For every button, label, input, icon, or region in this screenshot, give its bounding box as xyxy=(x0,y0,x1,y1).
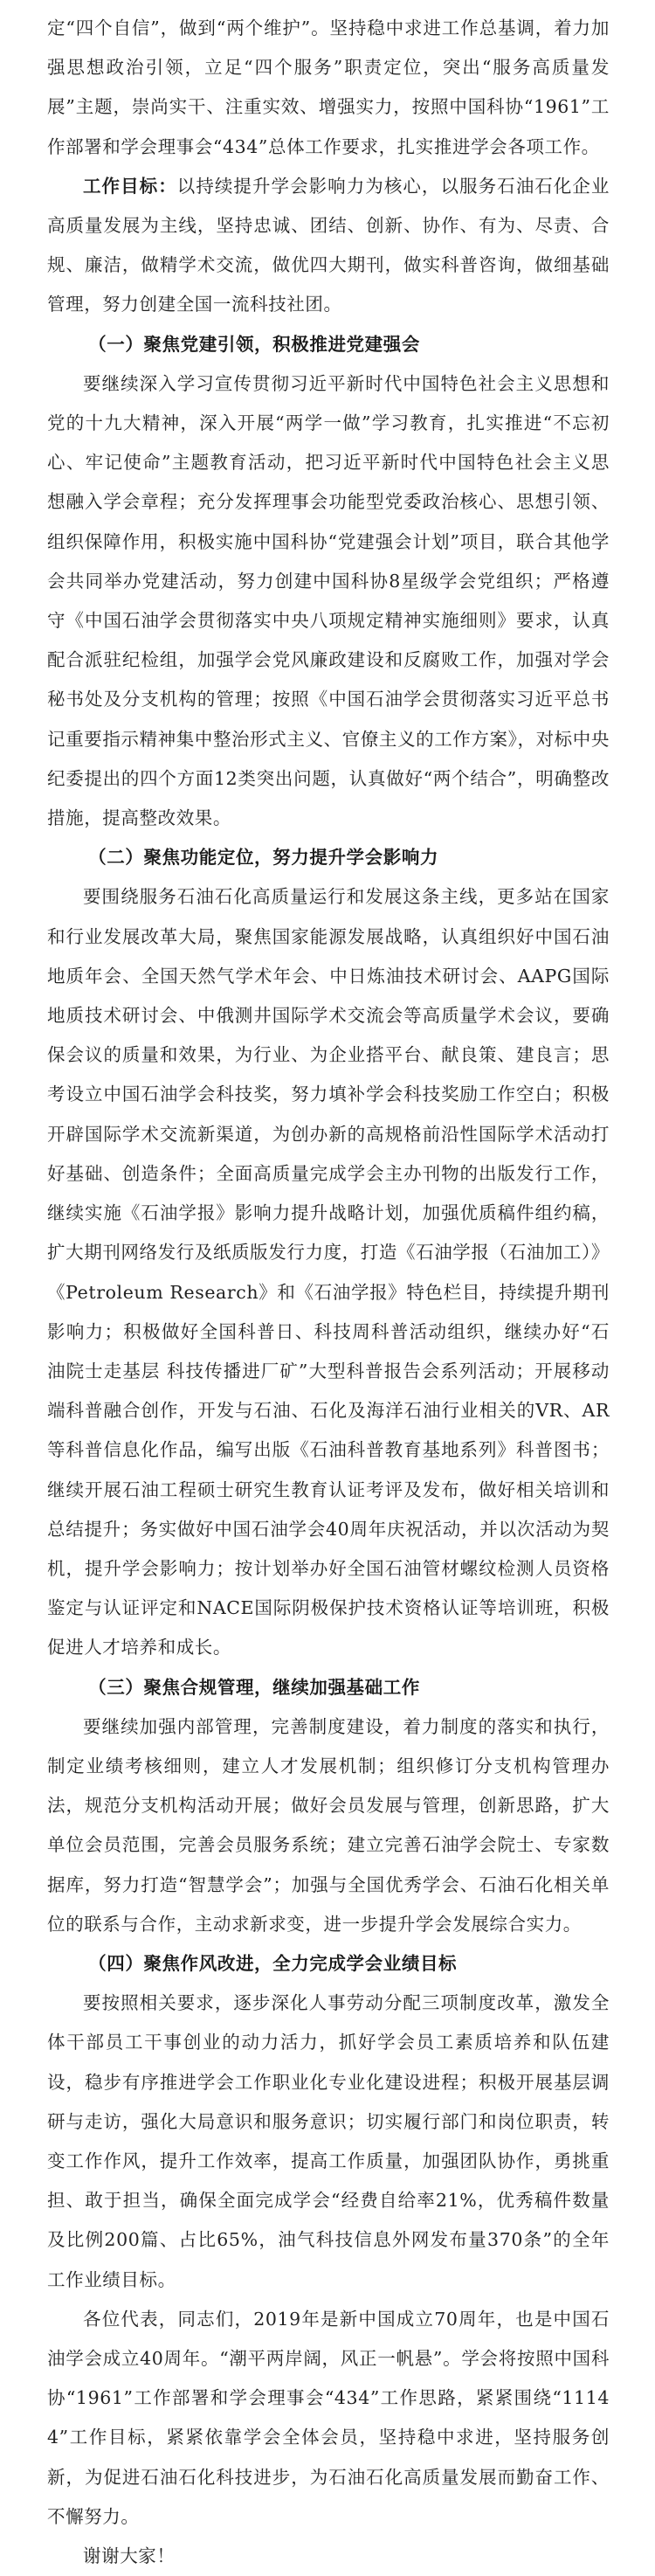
section-1-paragraph: 要继续深入学习宣传贯彻习近平新时代中国特色社会主义思想和党的十九大精神，深入开展“两学一做”学习教育，扎实推进“不忘初心、牢记使命”主题教育活动，把习近平新时代中国特色社会主义思想融入学会章程；充分发挥理事会功能型党委政治核心、思想引领、组织保障作用，积极实施中国科协“党建强会计划”项目，联合其他学会共同举办党建活动，努力创建中国科协8星级学会党组织；严格遵守《中国石油学会贯彻落实中央八项规定精神实施细则》要求，认真配合派驻纪检组，加强学会党风廉政建设和反腐败工作，加强对学会秘书处及分支机构的管理；按照《中国石油学会贯彻落实习近平总书记重要指示精神集中整治形式主义、官僚主义的工作方案》，对标中央纪委提出的四个方面12类突出问题，认真做好“两个结合”，明确整改措施，提高整改效果。 xyxy=(47,372,610,829)
section-4-paragraph: 要按照相关要求，逐步深化人事劳动分配三项制度改革，激发全体干部员工干事创业的动力活力，抓好学会员工素质培养和队伍建设，稳步有序推进学会工作职业化专业化建设进程；积极开展基层调研与走访，强化大局意识和服务意识；切实履行部门和岗位职责，转变工作作风，提升工作效率，提高工作质量，加强团队协作，勇挑重担、敢于担当，确保全面完成学会“经费自给率21%，优秀稿件数量及比例200篇、占比65%，油气科技信息外网发布量370条”的全年工作业绩目标。 xyxy=(47,1992,610,2290)
intro-paragraph: 定“四个自信”，做到“两个维护”。坚持稳中求进工作总基调，着力加强思想政治引领，立足“四个服务”职责定位，突出“服务高质量发展”主题，崇尚实干、注重实效、增强实力，按照中国科协“1961”工作部署和学会理事会“434”总体工作要求，扎实推进学会各项工作。 xyxy=(47,17,610,157)
section-heading-1: （一）聚焦党建引领，积极推进党建强会 xyxy=(88,333,420,355)
section-heading-3: （三）聚焦合规管理，继续加强基础工作 xyxy=(88,1676,420,1698)
thanks-line: 谢谢大家！ xyxy=(83,2545,176,2566)
section-3-paragraph: 要继续加强内部管理，完善制度建设，着力制度的落实和执行，制定业绩考核细则，建立人才发展机制；组织修订分支机构管理办法，规范分支机构活动开展；做好会员发展与管理，创新思路，扩大单位会员范围，完善会员服务系统；建立完善石油学会院士、专家数据库，努力打造“智慧学会”；加强与全国优秀学会、石油石化相关单位的联系与合作，主动求新求变，进一步提升学会发展综合实力。 xyxy=(47,1715,610,1935)
goal-lead: 工作目标： xyxy=(83,175,177,197)
goal-text: 以持续提升学会影响力为核心，以服务石油石化企业高质量发展为主线，坚持忠诚、团结、创新、协作、有为、尽责、合规、廉洁，做精学术交流，做优四大期刊，做实科普咨询，做细基础管理，努力创建全国一流科技社团。 xyxy=(47,175,610,315)
section-heading-4: （四）聚焦作风改进，全力完成学会业绩目标 xyxy=(88,1952,458,1974)
section-heading-2: （二）聚焦功能定位，努力提升学会影响力 xyxy=(88,847,439,869)
goal-paragraph xyxy=(47,167,610,325)
section-2-paragraph: 要围绕服务石油石化高质量运行和发展这条主线，更多站在国家和行业发展改革大局，聚焦国家能源发展战略，认真组织好中国石油地质年会、全国天然气学术年会、中日炼油技术研讨会、AAPG国际地质技术研讨会、中俄测井国际学术交流会等高质量学术会议，要确保会议的质量和效果，为行业、为企业搭平台、献良策、建良言；思考设立中国石油学会科技奖，努力填补学会科技奖励工作空白；积极开辟国际学术交流新渠道，为创办新的高规格前沿性国际学术活动打好基础、创造条件；全面高质量完成学会主办刊物的出版发行工作，继续实施《石油学报》影响力提升战略计划，加强优质稿件组约稿，扩大期刊网络发行及纸质版发行力度，打造《石油学报（石油加工）》《Petroleum Research》和《石油学报》特色栏目，持续提升期刊影响力；积极做好全国科普日、科技周科普活动组织，继续办好“石油院士走基层 科技传播进厂矿”大型科普报告会系列活动；开展移动端科普融合创作，开发与石油、石化及海洋石油行业相关的VR、AR等科普信息化作品，编写出版《石油科普教育基地系列》科普图书；继续开展石油工程硕士研究生教育认证考评及发布，做好相关培训和总结提升；务实做好中国石油学会40周年庆祝活动，并以次活动为契机，提升学会影响力；按计划举办好全国石油管材螺纹检测人员资格鉴定与认证评定和NACE国际阴极保护技术资格认证等培训班，积极促进人才培养和成长。 xyxy=(47,886,610,1658)
closing-paragraph: 各位代表，同志们，2019年是新中国成立70周年，也是中国石油学会成立40周年。“潮平两岸阔，风正一帆悬”。学会将按照中国科协“1961”工作部署和学会理事会“434”工作思路，紧紧围绕“11144”工作目标，紧紧依靠学会全体会员，坚持稳中求进，坚持服务创新，为促进石油石化科技进步，为石油石化高质量发展而勤奋工作、不懈努力。 xyxy=(47,2308,610,2527)
